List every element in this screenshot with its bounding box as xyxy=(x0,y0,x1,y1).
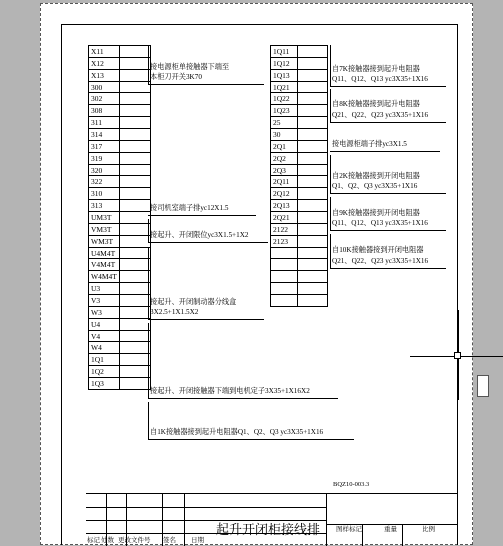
terminal-label xyxy=(271,247,298,259)
wire-cell xyxy=(298,57,328,69)
right-note-6: 自2K接触器接到开闭电阻器 xyxy=(332,172,420,180)
leader-line xyxy=(330,151,440,152)
terminal-label: 310 xyxy=(89,188,120,200)
header-count: 处数 xyxy=(101,537,114,544)
terminal-label: X13 xyxy=(89,69,120,81)
terminal-label: 300 xyxy=(89,81,120,93)
leader-line xyxy=(148,319,264,320)
leader-line xyxy=(148,84,264,85)
terminal-label: 25 xyxy=(271,117,298,129)
leader-line xyxy=(330,86,446,87)
terminal-label: 1Q23 xyxy=(271,105,298,117)
table-row xyxy=(271,46,328,58)
terminal-label: V4 xyxy=(89,330,120,342)
table-row xyxy=(89,140,151,152)
table-row xyxy=(89,105,151,117)
wire-cell xyxy=(298,295,328,307)
wire-cell xyxy=(119,366,150,378)
terminal-label xyxy=(271,283,298,295)
left-note-6: 3X2.5+1X1.5X2 xyxy=(150,308,199,316)
table-row xyxy=(271,200,328,212)
weight-label: 重量 xyxy=(384,526,397,533)
terminal-label: 2Q2 xyxy=(271,152,298,164)
right-note-10: 自10K接触器接到开闭电阻器 xyxy=(332,246,424,254)
table-row xyxy=(89,200,151,212)
wire-cell xyxy=(119,271,150,283)
terminal-label: UM3T xyxy=(89,212,120,224)
table-row xyxy=(271,212,328,224)
table-row xyxy=(89,188,151,200)
table-row xyxy=(271,235,328,247)
table-row xyxy=(271,81,328,93)
table-row xyxy=(89,81,151,93)
terminal-label: 1Q13 xyxy=(271,69,298,81)
wire-cell xyxy=(298,283,328,295)
left-note-2: 本柜刀开关3K70 xyxy=(150,73,202,81)
table-row xyxy=(271,129,328,141)
left-note-3: 接司机室端子排yc12X1.5 xyxy=(150,204,229,212)
table-row xyxy=(89,306,151,318)
leader-line xyxy=(148,215,256,216)
terminal-label: 311 xyxy=(89,117,120,129)
bracket-line xyxy=(148,219,149,242)
wire-cell xyxy=(119,378,150,390)
bracket-line xyxy=(148,45,149,85)
wire-cell xyxy=(119,283,150,295)
right-note-9: Q11、Q12、Q13 yc3X35+1X16 xyxy=(332,219,428,227)
wire-cell xyxy=(298,176,328,188)
table-row xyxy=(89,259,151,271)
terminal-label: 302 xyxy=(89,93,120,105)
table-row xyxy=(271,259,328,271)
leader-line xyxy=(330,230,446,231)
wire-cell xyxy=(119,259,150,271)
wire-cell xyxy=(298,212,328,224)
terminal-label: W4 xyxy=(89,342,120,354)
table-row xyxy=(89,164,151,176)
table-row xyxy=(271,57,328,69)
terminal-label: W4M4T xyxy=(89,271,120,283)
bracket-line xyxy=(330,234,331,268)
table-row xyxy=(89,57,151,69)
scrollbar-thumb[interactable] xyxy=(477,375,489,397)
table-row xyxy=(271,164,328,176)
terminal-label: 2123 xyxy=(271,235,298,247)
table-row xyxy=(89,152,151,164)
terminal-label: 320 xyxy=(89,164,120,176)
left-note-4: 接起升、开闭限位yc3X1.5+1X2 xyxy=(150,231,249,239)
terminal-label: 1Q22 xyxy=(271,93,298,105)
wire-cell xyxy=(119,318,150,330)
terminal-label: U3 xyxy=(89,283,120,295)
bracket-line xyxy=(148,248,149,319)
table-row xyxy=(271,152,328,164)
wire-cell xyxy=(298,247,328,259)
wire-cell xyxy=(298,188,328,200)
wire-cell xyxy=(298,259,328,271)
wire-cell xyxy=(119,354,150,366)
wire-cell xyxy=(119,140,150,152)
bracket-line xyxy=(330,45,331,86)
right-note-8: 自9K接触器接到开闭电阻器 xyxy=(332,209,420,217)
right-note-7: Q1、Q2、Q3 yc3X35+1X16 xyxy=(332,182,418,190)
left-note-5: 接起升、开闭制动器分线盒 xyxy=(150,298,237,306)
left-terminal-table xyxy=(88,45,151,390)
terminal-label: 319 xyxy=(89,152,120,164)
right-note-1: 自7K接触器接到起升电阻器 xyxy=(332,65,420,73)
table-row xyxy=(89,212,151,224)
terminal-label: 2122 xyxy=(271,223,298,235)
table-row xyxy=(89,117,151,129)
wire-cell xyxy=(119,69,150,81)
wire-cell xyxy=(119,188,150,200)
wire-cell xyxy=(119,105,150,117)
scale-label: 比例 xyxy=(422,526,435,533)
bracket-line xyxy=(148,323,149,398)
wire-cell xyxy=(119,295,150,307)
wire-cell xyxy=(298,235,328,247)
table-row xyxy=(89,354,151,366)
terminal-label: X11 xyxy=(89,46,120,58)
table-row xyxy=(89,46,151,58)
table-row xyxy=(89,342,151,354)
table-row xyxy=(271,188,328,200)
left-note-7: 接起升、开闭接触器下端到电机定子3X35+1X16X2 xyxy=(150,387,310,395)
wire-cell xyxy=(298,152,328,164)
table-row xyxy=(89,330,151,342)
table-row xyxy=(271,105,328,117)
terminal-label: V3 xyxy=(89,295,120,307)
leader-line xyxy=(330,268,446,269)
table-row xyxy=(271,247,328,259)
terminal-label: 2Q13 xyxy=(271,200,298,212)
wire-cell xyxy=(119,57,150,69)
terminal-label: 1Q21 xyxy=(271,81,298,93)
table-row xyxy=(89,378,151,390)
table-row xyxy=(89,69,151,81)
wire-cell xyxy=(119,152,150,164)
right-note-2: Q11、Q12、Q13 yc3X35+1X16 xyxy=(332,75,428,83)
terminal-label: 2Q12 xyxy=(271,188,298,200)
wire-cell xyxy=(119,212,150,224)
table-row xyxy=(271,176,328,188)
wire-cell xyxy=(298,46,328,58)
header-date: 日期 xyxy=(191,537,204,544)
table-row xyxy=(89,283,151,295)
table-row xyxy=(271,93,328,105)
terminal-label xyxy=(271,295,298,307)
wire-cell xyxy=(119,117,150,129)
terminal-label: V4M4T xyxy=(89,259,120,271)
wire-cell xyxy=(298,129,328,141)
wire-cell xyxy=(298,69,328,81)
wire-cell xyxy=(298,271,328,283)
terminal-label: U4 xyxy=(89,318,120,330)
wire-cell xyxy=(119,93,150,105)
header-change-doc: 更改文件号 xyxy=(118,537,151,544)
wire-cell xyxy=(298,105,328,117)
crosshair-pickbox[interactable] xyxy=(454,352,461,359)
table-row xyxy=(89,223,151,235)
wire-cell xyxy=(298,93,328,105)
drawing-title: 起升开闭柜接线排 xyxy=(216,523,321,538)
right-note-3: 自8K接触器接到起升电阻器 xyxy=(332,100,420,108)
table-row xyxy=(271,117,328,129)
terminal-label: 30 xyxy=(271,129,298,141)
terminal-label: U4M4T xyxy=(89,247,120,259)
terminal-label: X12 xyxy=(89,57,120,69)
wire-cell xyxy=(119,223,150,235)
table-row xyxy=(271,283,328,295)
wire-cell xyxy=(119,330,150,342)
left-note-8: 自1K接触器接到起升电阻器Q1、Q2、Q3 yc3X35+1X16 xyxy=(150,428,324,436)
bracket-line xyxy=(330,155,331,193)
table-row xyxy=(271,140,328,152)
terminal-label: VM3T xyxy=(89,223,120,235)
table-row xyxy=(89,295,151,307)
wire-cell xyxy=(119,306,150,318)
terminal-label: 1Q12 xyxy=(271,57,298,69)
table-row xyxy=(271,295,328,307)
wire-cell xyxy=(298,200,328,212)
terminal-label: WM3T xyxy=(89,235,120,247)
terminal-label: 314 xyxy=(89,129,120,141)
wire-cell xyxy=(119,176,150,188)
bracket-line xyxy=(330,197,331,230)
wire-cell xyxy=(298,140,328,152)
stage-mark-label: 图样标记 xyxy=(336,526,362,533)
wire-cell xyxy=(119,247,150,259)
leader-line xyxy=(330,122,446,123)
table-row xyxy=(271,69,328,81)
wire-cell xyxy=(298,164,328,176)
wire-cell xyxy=(298,81,328,93)
drawing-number: BQZ10-003.3 xyxy=(333,481,370,488)
terminal-label: 2Q3 xyxy=(271,164,298,176)
wire-cell xyxy=(119,46,150,58)
leader-line xyxy=(148,439,354,440)
terminal-label: 317 xyxy=(89,140,120,152)
leader-line xyxy=(148,398,338,399)
right-note-4: Q21、Q22、Q23 yc3X35+1X16 xyxy=(332,111,429,119)
right-note-5: 接电源柜端子排yc3X1.5 xyxy=(332,140,407,148)
wire-cell xyxy=(298,223,328,235)
header-mark: 标记 xyxy=(87,537,100,544)
header-signature: 签名 xyxy=(163,537,176,544)
terminal-label: 313 xyxy=(89,200,120,212)
table-row xyxy=(89,129,151,141)
bracket-line xyxy=(330,89,331,122)
wire-cell xyxy=(119,129,150,141)
table-row xyxy=(271,271,328,283)
leader-line xyxy=(148,242,268,243)
wire-cell xyxy=(119,81,150,93)
wire-cell xyxy=(119,342,150,354)
wire-cell xyxy=(119,200,150,212)
terminal-label: W3 xyxy=(89,306,120,318)
terminal-label: 322 xyxy=(89,176,120,188)
terminal-label: 1Q2 xyxy=(89,366,120,378)
terminal-label: 1Q1 xyxy=(89,354,120,366)
table-row xyxy=(89,235,151,247)
wire-cell xyxy=(119,164,150,176)
table-row xyxy=(89,93,151,105)
left-note-1: 接电源柜单接触器下端至 xyxy=(150,63,230,71)
wire-cell xyxy=(119,235,150,247)
terminal-label xyxy=(271,259,298,271)
terminal-label xyxy=(271,271,298,283)
table-row xyxy=(89,271,151,283)
terminal-label: 308 xyxy=(89,105,120,117)
table-row xyxy=(89,247,151,259)
table-row xyxy=(89,318,151,330)
terminal-label: 2Q11 xyxy=(271,176,298,188)
table-row xyxy=(89,176,151,188)
terminal-label: 1Q3 xyxy=(89,378,120,390)
leader-line xyxy=(330,193,446,194)
right-note-11: Q21、Q22、Q23 yc3X35+1X16 xyxy=(332,257,429,265)
terminal-label: 2Q21 xyxy=(271,212,298,224)
terminal-label: 2Q1 xyxy=(271,140,298,152)
table-row xyxy=(271,223,328,235)
bracket-line xyxy=(148,402,149,439)
table-row xyxy=(89,366,151,378)
wire-cell xyxy=(298,117,328,129)
terminal-label: 1Q11 xyxy=(271,46,298,58)
right-terminal-table xyxy=(270,45,328,307)
